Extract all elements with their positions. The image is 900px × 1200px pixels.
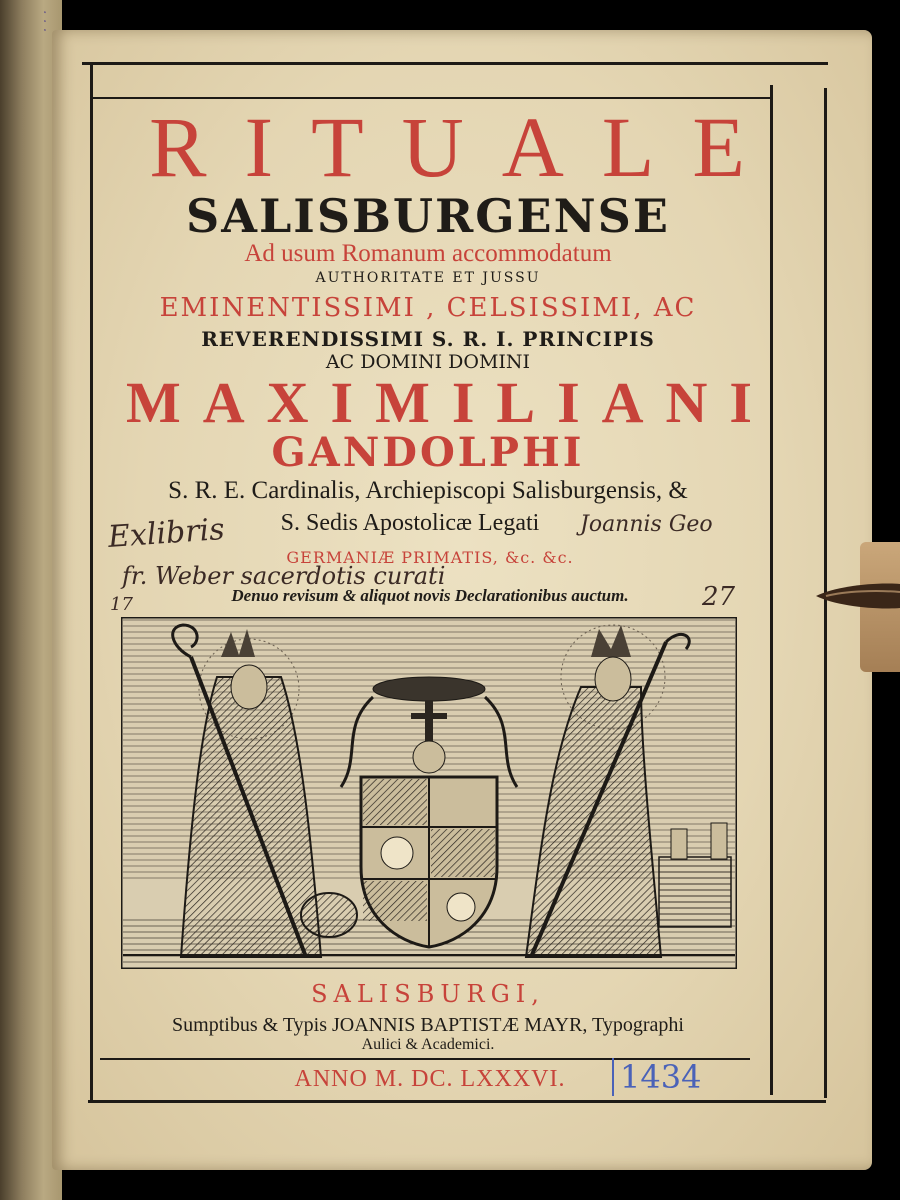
handwriting-shelf-number: 1434 xyxy=(612,1058,701,1096)
border-right-inner xyxy=(770,85,773,1095)
line-reverendissimi: REVERENDISSIMI S. R. I. PRINCIPIS xyxy=(201,327,655,351)
title-maximiliani: MAXIMILIANI xyxy=(126,370,774,435)
handwriting-joannis: Joannis Geo xyxy=(580,512,713,537)
line-ac-domini: AC DOMINI DOMINI xyxy=(325,351,531,373)
line-ad-usum: Ad usum Romanum accommodatum xyxy=(244,240,612,267)
line-eminentissimi: EMINENTISSIMI , CELSISSIMI, AC xyxy=(159,293,697,323)
imprint-anno: ANNO M. DC. LXXXVI. xyxy=(294,1066,566,1092)
handwriting-27: 27 xyxy=(702,582,736,612)
line-germaniae: GERMANIÆ PRIMATIS, &c. &c. xyxy=(286,548,574,567)
handwriting-weber: fr. Weber sacerdotis curati xyxy=(122,562,446,590)
line-sedis: S. Sedis Apostolicæ Legati xyxy=(280,510,540,536)
title-salisburgense: SALISBURGENSE xyxy=(186,189,670,243)
title-gandolphi: GANDOLPHI xyxy=(271,429,585,476)
line-cardinalis: S. R. E. Cardinalis, Archiepiscopi Salisburgensis, & xyxy=(168,477,688,504)
line-denuo: Denuo revisum & aliquot novis Declarationibus auctum. xyxy=(231,586,629,605)
imprint-city: SALISBURGI, xyxy=(311,980,545,1008)
quill-pointer-icon xyxy=(816,578,900,614)
engraving-illustration xyxy=(121,617,737,969)
handwriting-exlibris: Exlibris xyxy=(106,511,226,556)
border-outer-top xyxy=(82,62,828,65)
imprint-aulici: Aulici & Academici. xyxy=(361,1036,495,1053)
margin-scribble: · · · xyxy=(36,10,52,33)
line-authoritate: AUTHORITATE ET JUSSU xyxy=(315,270,541,286)
border-bottom xyxy=(88,1100,826,1103)
title-rituale: RITUALE xyxy=(149,99,783,195)
imprint-sumptibus: Sumptibus & Typis JOANNIS BAPTISTÆ MAYR, Typographi xyxy=(172,1014,684,1036)
handwriting-17: 17 xyxy=(110,594,133,615)
